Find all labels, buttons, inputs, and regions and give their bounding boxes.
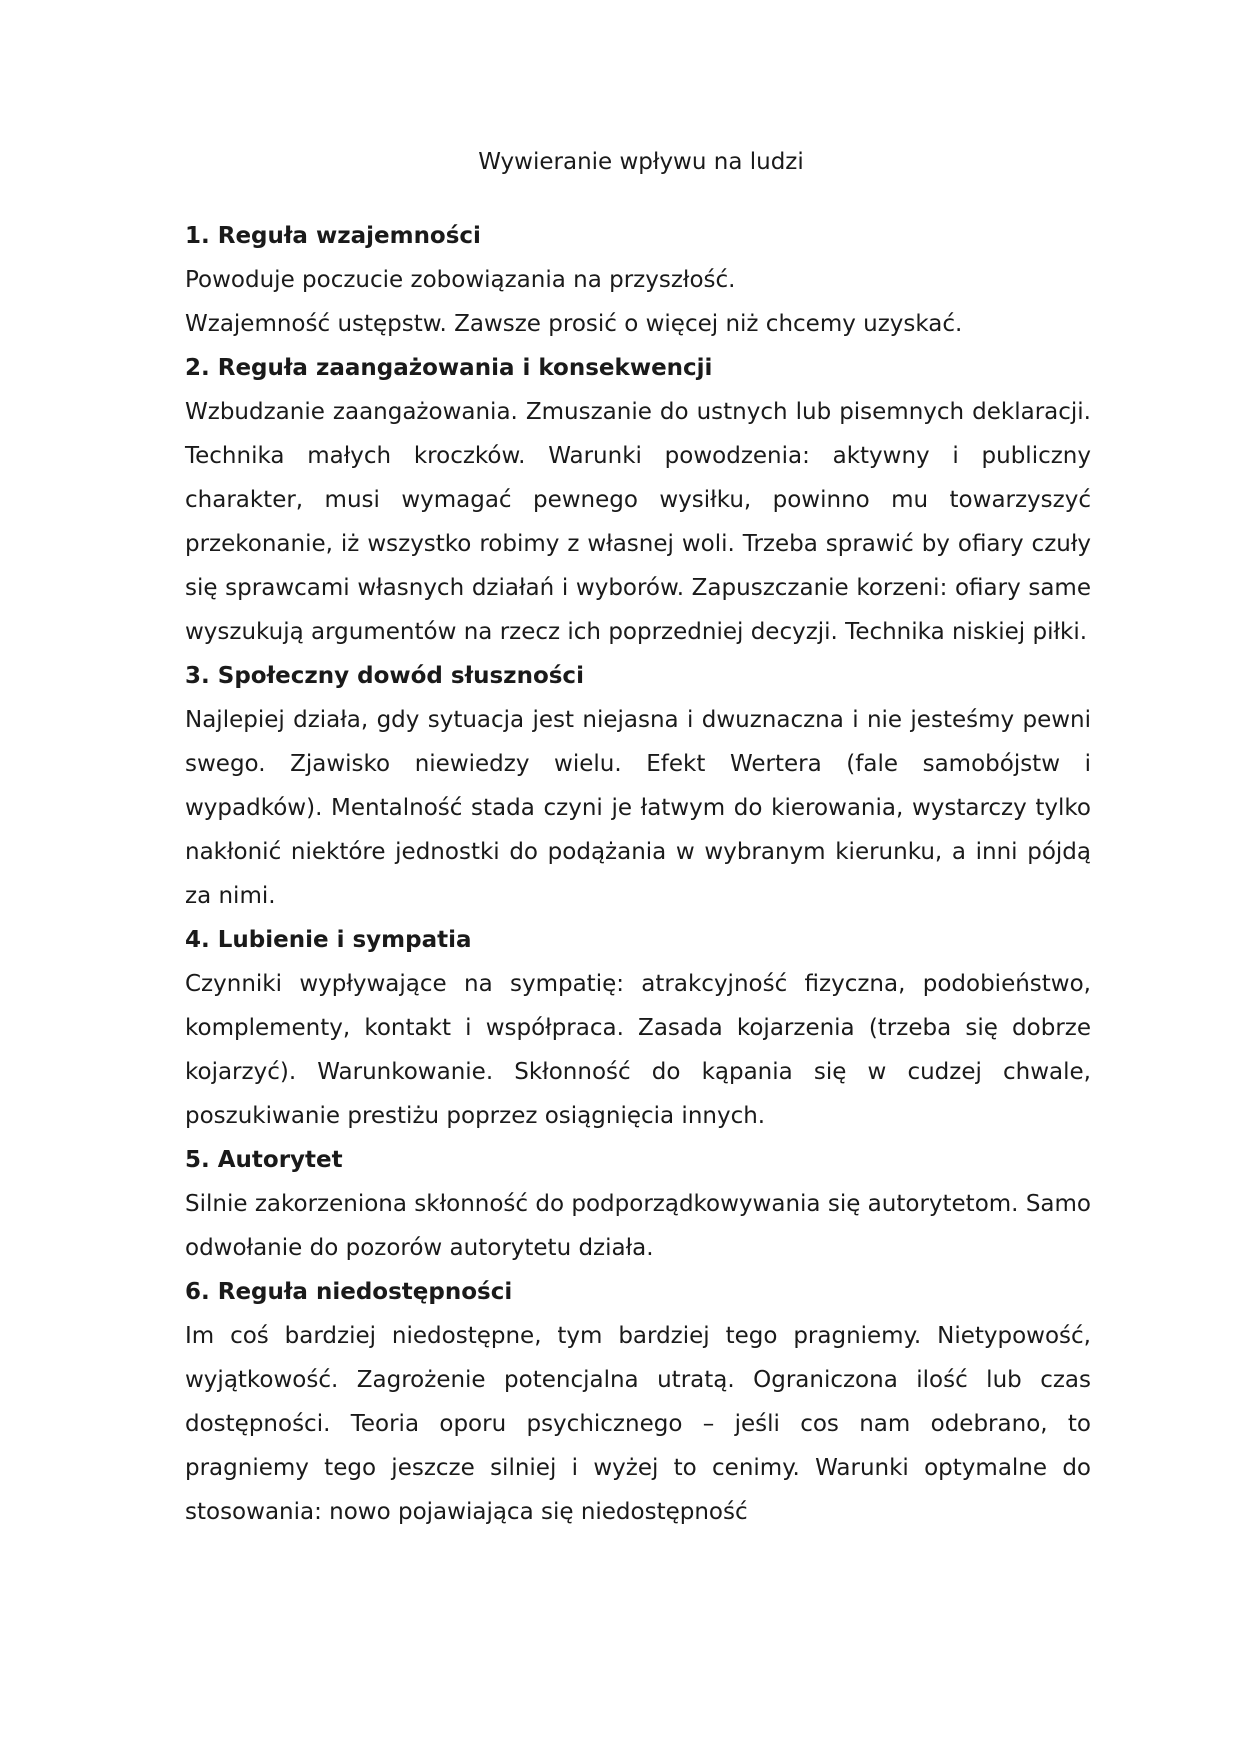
section-heading: 2. Reguła zaangażowania i konsekwencji [185, 355, 713, 381]
section-heading: 1. Reguła wzajemności [185, 223, 481, 249]
document-page [185, 148, 1091, 1534]
section-heading: 4. Lubienie i sympatia [185, 927, 472, 953]
paragraph: Im coś bardziej niedostępne, tym bardziej tego pragniemy. Nietypowość, wyjątkowość. Zagrożenie potencjalna utratą. Ograniczona ilość lub czas dostępności. Teoria oporu psychicznego – jeśli cos nam odebrano, to pragniemy tego jeszcze silniej i wyżej to cenimy. Warunki optymalne do stosowania: nowo pojawiająca się niedostępność [185, 1323, 1091, 1525]
document-title: Wywieranie wpływu na ludzi [478, 149, 804, 175]
section-reciprocity [185, 214, 1091, 346]
paragraph: Wzbudzanie zaangażowania. Zmuszanie do ustnych lub pisemnych deklaracji. Technika małych kroczków. Warunki powodzenia: aktywny i publiczny charakter, musi wymagać pewnego wysiłku, powinno mu towarzyszyć przekonanie, iż wszystko robimy z własnej woli. Trzeba sprawić by ofiary czuły się sprawcami własnych działań i wyborów. Zapuszczanie korzeni: ofiary same wyszukują argumentów na rzecz ich poprzedniej decyzji. Technika niskiej piłki. [185, 399, 1091, 645]
section-commitment [185, 346, 1091, 654]
section-scarcity [185, 1270, 1091, 1534]
paragraph: Silnie zakorzeniona skłonność do podporządkowywania się autorytetom. Samo odwołanie do pozorów autorytetu działa. [185, 1191, 1091, 1261]
section-liking [185, 918, 1091, 1138]
paragraph: Wzajemność ustępstw. Zawsze prosić o więcej niż chcemy uzyskać. [185, 311, 963, 337]
paragraph: Czynniki wypływające na sympatię: atrakcyjność fizyczna, podobieństwo, komplementy, kontakt i współpraca. Zasada kojarzenia (trzeba się dobrze kojarzyć). Warunkowanie. Skłonność do kąpania się w cudzej chwale, poszukiwanie prestiżu poprzez osiągnięcia innych. [185, 971, 1091, 1129]
section-social-proof [185, 654, 1091, 918]
paragraph: Powoduje poczucie zobowiązania na przyszłość. [185, 267, 736, 293]
section-heading: 6. Reguła niedostępności [185, 1279, 513, 1305]
paragraph: Najlepiej działa, gdy sytuacja jest niejasna i dwuznaczna i nie jesteśmy pewni swego. Zjawisko niewiedzy wielu. Efekt Wertera (fale samobójstw i wypadków). Mentalność stada czyni je łatwym do kierowania, wystarczy tylko nakłonić niektóre jednostki do podążania w wybranym kierunku, a inni pójdą za nimi. [185, 707, 1091, 909]
section-heading: 3. Społeczny dowód słuszności [185, 663, 584, 689]
section-authority [185, 1138, 1091, 1270]
section-heading: 5. Autorytet [185, 1147, 343, 1173]
